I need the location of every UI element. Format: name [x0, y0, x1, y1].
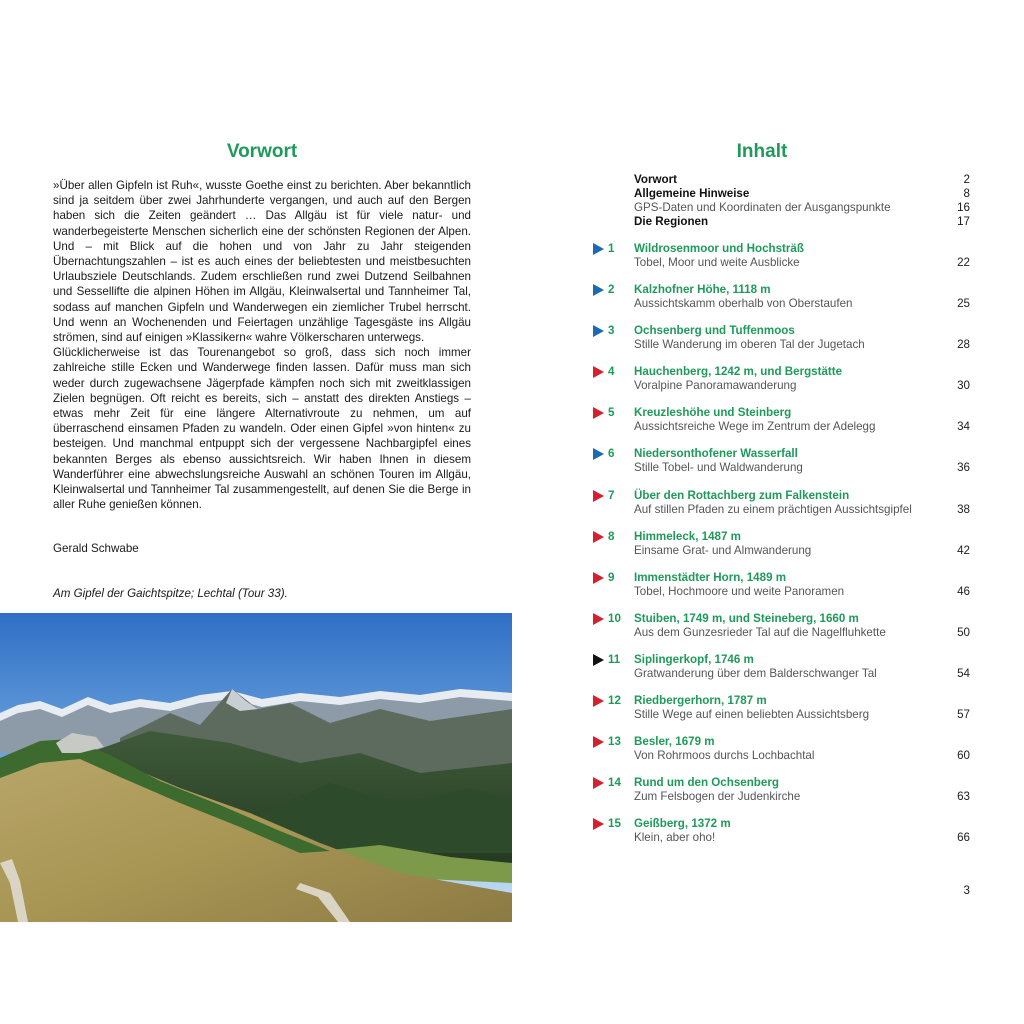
tour-title: Geißberg, 1372 m: [634, 817, 731, 831]
difficulty-marker-icon: [593, 407, 604, 419]
tour-title: Über den Rottachberg zum Falkenstein: [634, 488, 850, 502]
right-page: [512, 0, 1024, 1024]
tour-page: 42: [957, 543, 970, 557]
difficulty-marker-icon: [593, 654, 604, 666]
tour-number: 14: [608, 776, 621, 790]
toc-front-page: 2: [963, 173, 970, 186]
difficulty-marker-icon: [593, 284, 604, 296]
tour-number: 2: [608, 283, 615, 297]
contents-heading: Inhalt: [736, 141, 788, 162]
tour-subtitle: Zum Felsbogen der Judenkirche: [634, 790, 801, 804]
tour-page: 30: [957, 379, 970, 393]
tour-page: 36: [957, 461, 970, 475]
tour-number: 15: [608, 817, 621, 831]
toc-tour-entry[interactable]: [590, 364, 970, 405]
tour-subtitle: Einsame Grat- und Almwanderung: [634, 543, 812, 557]
tour-page: 34: [957, 420, 970, 434]
difficulty-marker-icon: [593, 613, 604, 625]
difficulty-marker-icon: [593, 777, 604, 789]
photo-caption: Am Gipfel der Gaichtspitze; Lechtal (Tour 33).: [53, 587, 288, 600]
toc-front-row[interactable]: [634, 215, 970, 229]
toc-front-title: GPS-Daten und Koordinaten der Ausgangspunkte: [634, 201, 891, 214]
toc-tour-entry[interactable]: [590, 241, 970, 282]
tour-subtitle: Voralpine Panoramawanderung: [634, 379, 797, 393]
tour-subtitle: Gratwanderung über dem Balderschwanger Tal: [634, 666, 877, 680]
tour-page: 22: [957, 256, 970, 269]
tour-title: Riedbergerhorn, 1787 m: [634, 694, 767, 708]
toc-tour-entry[interactable]: [590, 446, 970, 487]
tour-page: 28: [957, 338, 970, 352]
tour-subtitle: Von Rohrmoos durchs Lochbachtal: [634, 749, 815, 763]
tour-subtitle: Tobel, Moor und weite Ausblicke: [634, 256, 800, 269]
toc-tour-entry[interactable]: [590, 282, 970, 323]
difficulty-marker-icon: [593, 243, 604, 255]
difficulty-marker-icon: [593, 695, 604, 707]
tour-page: 50: [957, 625, 970, 639]
tour-subtitle: Aussichtsreiche Wege im Zentrum der Adelegg: [634, 420, 876, 434]
toc-tour-entry[interactable]: [590, 693, 970, 734]
tour-page: 54: [957, 666, 970, 680]
toc-tour-entry[interactable]: [590, 775, 970, 816]
mountain-photo: [0, 613, 512, 922]
tour-page: 38: [957, 502, 970, 516]
toc-tour-entry[interactable]: [590, 652, 970, 693]
tour-title: Stuiben, 1749 m, und Steineberg, 1660 m: [634, 611, 859, 625]
tour-page: 25: [957, 297, 970, 311]
difficulty-marker-icon: [593, 572, 604, 584]
toc-tour-entry[interactable]: [590, 734, 970, 775]
toc-front-page: 16: [957, 201, 970, 214]
toc-front-row[interactable]: [634, 187, 970, 201]
toc-front-row[interactable]: [634, 173, 970, 187]
toc-tour-entry[interactable]: [590, 611, 970, 652]
toc-front-title: Allgemeine Hinweise: [634, 187, 750, 200]
tour-subtitle: Stille Wege auf einen beliebten Aussichtsberg: [634, 708, 870, 722]
tour-subtitle: Tobel, Hochmoore und weite Panoramen: [634, 584, 845, 598]
foreword-heading: Vorwort: [226, 141, 298, 162]
tour-number: 10: [608, 611, 621, 625]
tour-subtitle: Aus dem Gunzesrieder Tal auf die Nagelfluhkette: [634, 625, 886, 639]
tour-subtitle: Stille Tobel- und Waldwanderung: [634, 461, 803, 475]
difficulty-marker-icon: [593, 448, 604, 460]
tour-number: 7: [608, 488, 615, 502]
tour-number: 4: [608, 365, 615, 379]
tour-title: Besler, 1679 m: [634, 735, 715, 749]
toc-tour-entry[interactable]: [590, 323, 970, 364]
difficulty-marker-icon: [593, 490, 604, 502]
tour-number: 11: [608, 652, 621, 666]
tour-number: 8: [608, 529, 615, 543]
toc-front-page: 8: [963, 187, 970, 200]
tour-page: 63: [957, 790, 970, 804]
tour-subtitle: Klein, aber oho!: [634, 831, 716, 845]
tour-title: Immenstädter Horn, 1489 m: [634, 570, 787, 584]
tour-page: 66: [957, 831, 970, 845]
toc-front-title: Die Regionen: [634, 215, 709, 228]
toc-front-title: Vorwort: [634, 173, 677, 186]
tour-subtitle: Aussichtskamm oberhalb von Oberstaufen: [634, 297, 853, 311]
toc-tour-entry[interactable]: [590, 488, 970, 529]
foreword-paragraph: Glücklicherweise ist das Tourenangebot so groß, dass sich noch immer zahlreiche stille Ecken und Wanderwege finden lassen. Dafür muss man sich weder durch zugewachsene Jägerpfade kämpfen noch sich mit zweitklassigen Zielen begnügen. Oft reicht es bereits, sich – anstatt des direkten Anstiegs – etwas mehr Zeit für eine längere Alternativroute zu nehmen, um auf überraschend einsamen Pfaden zu wandeln. Oder einen Gipfel »von hinten« zu besteigen. Und manchmal entpuppt sich der vergessene Nachbargipfel eines bekannten Berges als ebenso aussichtsreich. Wir haben Ihnen in diesem Wanderführer eine abwechslungsreiche Auswahl an schönen Touren im Allgäu, Kleinwalsertal und Tannheimer Tal zusammengestellt, auf denen Sie die Berge in aller Ruhe genießen können.: [53, 346, 471, 512]
tour-subtitle: Auf stillen Pfaden zu einem prächtigen Aussichtsgipfel: [634, 502, 912, 516]
toc-tour-entry[interactable]: [590, 816, 970, 857]
tour-title: Niedersonthofener Wasserfall: [634, 447, 798, 461]
toc-tour-entry[interactable]: [590, 570, 970, 611]
tour-number: 1: [608, 242, 615, 255]
page-number: 3: [963, 884, 970, 897]
tour-number: 5: [608, 406, 615, 420]
tour-page: 60: [957, 749, 970, 763]
difficulty-marker-icon: [593, 818, 604, 830]
toc-front-matter: [634, 173, 970, 229]
difficulty-marker-icon: [593, 366, 604, 378]
difficulty-marker-icon: [593, 531, 604, 543]
tour-number: 3: [608, 324, 615, 338]
tour-title: Hauchenberg, 1242 m, und Bergstätte: [634, 365, 843, 379]
tour-number: 12: [608, 694, 621, 708]
tour-subtitle: Stille Wanderung im oberen Tal der Jugetach: [634, 338, 865, 352]
toc-tour-entry[interactable]: [590, 405, 970, 446]
foreword-body: [53, 178, 471, 512]
toc-tour-entry[interactable]: [590, 529, 970, 570]
author-name: Gerald Schwabe: [53, 542, 139, 555]
foreword-paragraph: »Über allen Gipfeln ist Ruh«, wusste Goethe einst zu berichten. Aber bekanntlich sind ja seitdem über zwei Jahrhunderte vergangen, und auch auf den Bergen haben sich die Zeiten geändert … Das Allgäu ist für viele natur- und wanderbegeisterte Menschen sicherlich eine der schönsten Regionen der Alpen. Und – mit Blick auf die hohen und von Jahr zu Jahr steigenden Übernachtungszahlen – ist es auch eines der beliebtesten und meistbesuchten Urlaubsziele Deutschlands. Zudem erschließen rund zwei Dutzend Seilbahnen und Sessellifte die alpinen Höhen im Allgäu, Kleinwalsertal und Tannheimer Tal, sodass auf manchen Gipfeln und Wanderwegen ein ziemlicher Trubel herrscht. Und wenn an Wochenenden und Feiertagen unzählige Tagesgäste ins Allgäu strömen, sind auf einigen »Klassikern« wahre Völkerscharen unterwegs.: [53, 179, 471, 345]
difficulty-marker-icon: [593, 325, 604, 337]
tour-page: 46: [957, 584, 970, 598]
tour-title: Kreuzleshöhe und Steinberg: [634, 406, 792, 420]
toc-tour-list: [590, 241, 970, 857]
difficulty-marker-icon: [593, 736, 604, 748]
tour-number: 6: [608, 447, 615, 461]
tour-title: Ochsenberg und Tuffenmoos: [634, 324, 795, 338]
tour-number: 13: [608, 735, 621, 749]
tour-title: Rund um den Ochsenberg: [634, 776, 779, 790]
tour-title: Siplingerkopf, 1746 m: [634, 652, 754, 666]
tour-title: Wildrosenmoor und Hochsträß: [634, 242, 804, 255]
toc-front-row[interactable]: [634, 201, 970, 215]
tour-page: 57: [957, 708, 970, 722]
tour-title: Himmeleck, 1487 m: [634, 529, 741, 543]
toc-front-page: 17: [957, 215, 970, 228]
tour-number: 9: [608, 570, 615, 584]
tour-title: Kalzhofner Höhe, 1118 m: [634, 283, 771, 297]
